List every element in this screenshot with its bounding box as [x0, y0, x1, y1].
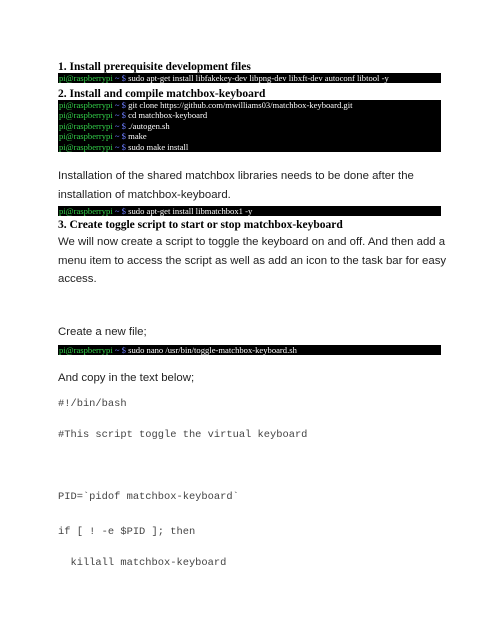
terminal-prompt-separator: ~ $ [112, 110, 129, 121]
terminal-command: sudo nano /usr/bin/toggle-matchbox-keyboard.sh [128, 345, 297, 355]
terminal-line [59, 206, 441, 216]
terminal-command: cd matchbox-keyboard [128, 110, 208, 121]
terminal-block-prerequisites [58, 73, 441, 83]
paragraph-toggle-description: We will now create a script to toggle the keyboard on and off. And then add a menu item to access the script as well as add an icon to the task bar for easy access. [58, 236, 447, 285]
terminal-prompt: pi@raspberrypi [59, 345, 113, 355]
terminal-prompt: pi@raspberrypi [59, 206, 113, 216]
terminal-command: sudo make install [128, 141, 189, 152]
code-line-shebang: #!/bin/bash [58, 398, 127, 410]
terminal-prompt-separator: ~ $ [112, 120, 129, 131]
terminal-prompt: pi@raspberrypi [59, 120, 113, 131]
code-line-comment: #This script toggle the virtual keyboard [58, 429, 308, 441]
paragraph-shared-libraries: Installation of the shared matchbox libraries needs to be done after the installation of matchbox-keyboard. [58, 170, 414, 201]
terminal-prompt-separator: ~ $ [112, 100, 129, 110]
terminal-prompt: pi@raspberrypi [59, 141, 113, 152]
heading-install-compile: 2. Install and compile matchbox-keyboard [58, 88, 266, 100]
terminal-block-new-file [58, 345, 441, 355]
paragraph-copy-text: And copy in the text below; [58, 372, 195, 384]
terminal-prompt: pi@raspberrypi [59, 131, 113, 142]
paragraph-create-new-file: Create a new file; [58, 326, 147, 338]
terminal-line [59, 345, 441, 355]
terminal-prompt-separator: ~ $ [112, 131, 129, 142]
terminal-line [59, 142, 441, 152]
code-line-pid: PID=`pidof matchbox-keyboard` [58, 491, 239, 503]
terminal-prompt-separator: ~ $ [112, 206, 129, 216]
terminal-prompt: pi@raspberrypi [59, 110, 113, 121]
terminal-prompt-separator: ~ $ [112, 345, 129, 355]
terminal-command: sudo apt-get install libmatchbox1 -y [128, 206, 253, 216]
terminal-block-shared-libraries [58, 206, 441, 216]
terminal-line [59, 110, 441, 120]
terminal-line [59, 121, 441, 131]
heading-create-toggle-script: 3. Create toggle script to start or stop matchbox-keyboard [58, 219, 343, 231]
terminal-block-compile [58, 100, 441, 152]
terminal-prompt: pi@raspberrypi [59, 73, 113, 83]
terminal-command: sudo apt-get install libfakekey-dev libpng-dev libxft-dev autoconf libtool -y [128, 73, 389, 83]
terminal-command: ./autogen.sh [128, 120, 170, 131]
terminal-prompt-separator: ~ $ [112, 73, 129, 83]
terminal-prompt: pi@raspberrypi [59, 100, 113, 110]
terminal-line [59, 100, 441, 110]
code-line-if: if [ ! -e $PID ]; then [58, 526, 196, 538]
terminal-command: make [128, 131, 147, 142]
terminal-line [59, 73, 441, 83]
terminal-prompt-separator: ~ $ [112, 141, 129, 152]
terminal-line [59, 131, 441, 141]
terminal-command: git clone https://github.com/mwilliams03/matchbox-keyboard.git [128, 100, 353, 110]
code-line-killall: killall matchbox-keyboard [58, 557, 227, 569]
heading-install-prerequisites: 1. Install prerequisite development files [58, 61, 251, 73]
